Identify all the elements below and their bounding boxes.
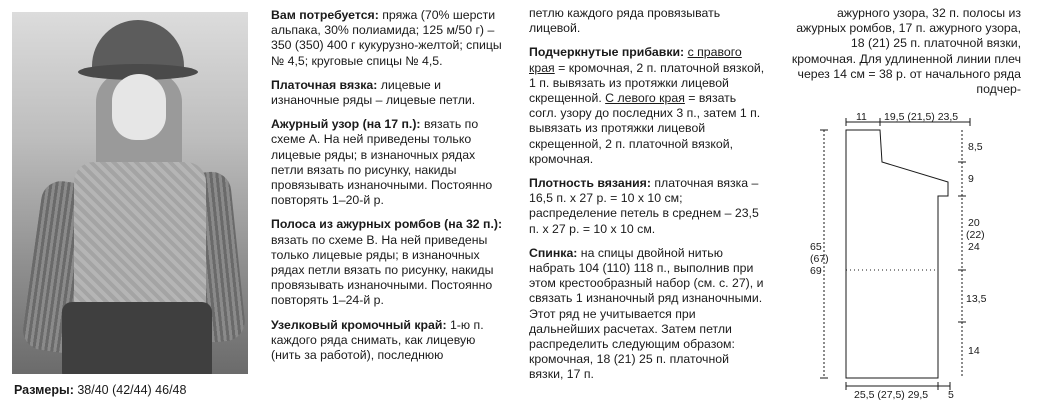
garment-schematic [810,110,1020,400]
stockinette-title: Платочная вязка: [271,77,378,92]
label-total-c: 69 [810,265,822,277]
label-h3a: 20 [968,217,980,229]
materials-title: Вам потребуется: [271,8,379,22]
label-h3b: (22) [966,229,985,241]
label-h3c: 24 [968,241,980,253]
rhombs-title: Полоса из ажурных ромбов (на 32 п.): [271,217,503,232]
increases-right-label: с правого края [529,45,742,75]
label-bottom-right: 5 [948,389,954,400]
model-photo [12,12,248,374]
photo-face [112,74,166,140]
sizes-value: 38/40 (42/44) 46/48 [73,383,187,397]
label-h4: 13,5 [966,293,987,305]
density-paragraph [529,176,765,237]
rhombs-text: вязать по схеме В. На ней приведены только лицевые ряды; в изнаночных рядах петли вязать по рисунку, накиды провязывать изнаночными. Постоянно повторять 1–24-й р. [271,232,494,308]
sizes-line [14,383,186,397]
increases-title: Подчеркнутые прибавки: [529,45,685,60]
lace-text: вязать по схеме А. На ней приведены только лицевые ряды; в изнаночных рядах петли вязать по рисунку, накиды провязывать изнаночными. Постоянно повторять 1–20-й р. [271,117,493,208]
label-h2: 9 [968,173,974,185]
lace-title: Ажурный узор (на 17 п.): [271,117,421,132]
rhombs-paragraph [271,217,507,308]
label-h1: 8,5 [968,141,983,153]
edge-continued: петлю каждого ряда провязывать лицевой. [529,6,721,36]
text-column-2 [529,6,765,392]
sizes-label: Размеры: [14,383,74,397]
density-text: платочная вязка – 16,5 п. х 27 р. = 10 х 10 см; распределение петель в среднем – 23,5 п. х 27 р. = 10 х 10 см. [529,176,759,236]
back-paragraph [529,246,765,383]
photo-vest [74,162,206,312]
density-title: Плотность вязания: [529,176,651,191]
back-continued: ажурного узора, 32 п. полосы из ажурных ромбов, 17 п. ажурного узора, 18 (21) 25 п. платочной вязки, кромочная. Для удлиненной линии плеч через 14 см = 38 р. от начального ряда подчер- [791,6,1021,97]
photo-skirt [62,302,212,374]
materials-paragraph [271,8,507,69]
increases-left-text: = вязать согл. узору до последних 3 п., затем 1 п. вывязать из протяжки лицевой скрещенной, 2 п. платочной вязкой, кромочная. [529,91,761,166]
label-total-b: (67) [810,253,829,265]
back-title: Спинка: [529,245,578,260]
materials-text: пряжа (70% шерсти альпака, 30% полиамида; 125 м/50 г) – 350 (350) 400 г кукурузно-желтой; спицы № 4,5; круговые спицы № 4,5. [271,8,502,68]
increases-right-text: = кромочная, 2 п. платочной вязкой, 1 п. вывязать из протяжки лицевой скрещенной. [529,60,765,106]
schematic-svg [810,110,1020,400]
text-column-3 [789,6,1021,106]
label-h5: 14 [968,345,980,357]
edge-text: 1-ю п. каждого ряда снимать, как лицевую (нить за работой), последнюю [271,317,484,363]
lace-paragraph [271,117,507,208]
back-text: на спицы двойной нитью набрать 104 (110) 118 п., выполнив при этом крестообразный набор (см. с. 27), и связать 1 изнаночный ряд изнаночными. Этот ряд не учитывается при дальнейших расчетах. Затем петли распределить следующим образом: кромочная, 18 (21) 25 п. платочной вязки, 17 п. [529,245,764,382]
edge-paragraph [271,318,507,364]
stockinette-text: лицевые и изнаночные ряды – лицевые петли. [271,77,476,108]
text-column-1 [271,8,507,372]
increases-left-label: С левого края [605,91,685,106]
edge-title: Узелковый кромочный край: [271,317,447,332]
schematic-outline [846,130,948,378]
label-top-right: 19,5 (21,5) 23,5 [884,111,959,123]
label-bottom-left: 25,5 (27,5) 29,5 [854,389,929,400]
stockinette-paragraph [271,78,507,108]
label-top-left: 11 [856,111,867,123]
label-total-a: 65 [810,241,822,253]
increases-paragraph [529,45,765,167]
